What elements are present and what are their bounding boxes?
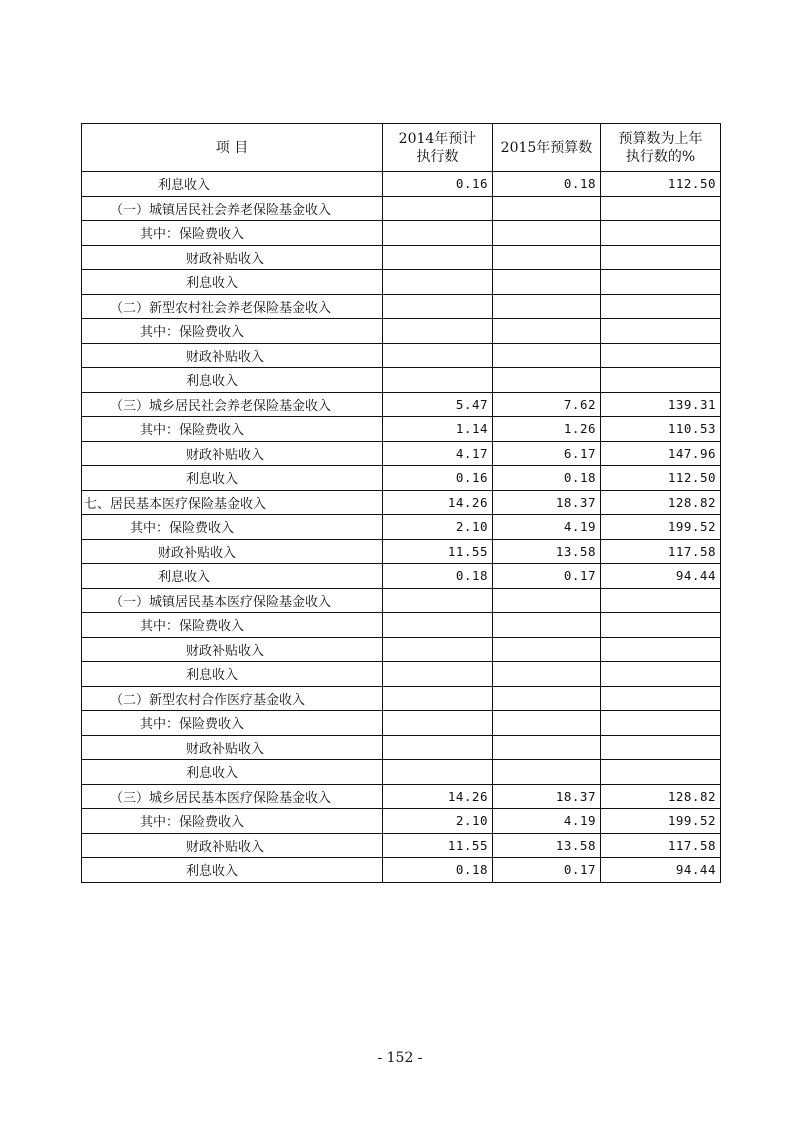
row-2014-value (383, 662, 493, 687)
row-2015-value (493, 711, 601, 736)
header-ratio-line-1: 预算数为上年 (618, 130, 703, 147)
row-2015-value (493, 613, 601, 638)
row-2015-value (493, 294, 601, 319)
row-2015-value (493, 319, 601, 344)
table-row (82, 735, 721, 760)
row-ratio-value (601, 588, 721, 613)
table-row (82, 221, 721, 246)
row-ratio-value: 94.44 (601, 564, 721, 589)
table-row (82, 319, 721, 344)
row-2015-value (493, 270, 601, 295)
row-ratio-value (601, 368, 721, 393)
row-2014-value: 5.47 (383, 392, 493, 417)
row-2014-value (383, 613, 493, 638)
row-2015-value: 18.37 (493, 784, 601, 809)
row-ratio-value (601, 245, 721, 270)
row-2014-value (383, 711, 493, 736)
row-2015-value: 7.62 (493, 392, 601, 417)
row-item-label: （三）城乡居民基本医疗保险基金收入 (82, 784, 383, 809)
row-ratio-value: 199.52 (601, 515, 721, 540)
table-row (82, 392, 721, 417)
table-row (82, 245, 721, 270)
row-item-label: （一）城镇居民社会养老保险基金收入 (82, 196, 383, 221)
row-2015-value: 4.19 (493, 515, 601, 540)
row-item-label: 利息收入 (82, 368, 383, 393)
row-2015-value: 18.37 (493, 490, 601, 515)
row-2014-value (383, 343, 493, 368)
row-2015-value (493, 735, 601, 760)
row-2014-value (383, 368, 493, 393)
row-2014-value: 0.16 (383, 172, 493, 197)
row-item-label: 其中：保险费收入 (82, 319, 383, 344)
table-row (82, 196, 721, 221)
row-ratio-value (601, 221, 721, 246)
row-2015-value (493, 760, 601, 785)
row-item-label: 利息收入 (82, 662, 383, 687)
table-row (82, 343, 721, 368)
row-item-label: 财政补贴收入 (82, 735, 383, 760)
row-ratio-value (601, 270, 721, 295)
header-2015-budget: 2015年预算数 (493, 124, 601, 172)
table-row (82, 490, 721, 515)
row-2015-value: 0.18 (493, 172, 601, 197)
row-item-label: 利息收入 (82, 564, 383, 589)
row-2014-value: 0.18 (383, 564, 493, 589)
row-ratio-value: 112.50 (601, 466, 721, 491)
row-item-label: 利息收入 (82, 760, 383, 785)
row-2015-value: 0.17 (493, 858, 601, 883)
table-row (82, 858, 721, 883)
row-item-label: 财政补贴收入 (82, 637, 383, 662)
row-ratio-value: 128.82 (601, 784, 721, 809)
row-2015-value: 0.18 (493, 466, 601, 491)
table-row (82, 172, 721, 197)
header-2014-line-2: 执行数 (416, 148, 459, 165)
row-item-label: 其中：保险费收入 (82, 809, 383, 834)
row-2015-value (493, 343, 601, 368)
row-2015-value: 13.58 (493, 833, 601, 858)
row-item-label: 财政补贴收入 (82, 539, 383, 564)
row-ratio-value: 199.52 (601, 809, 721, 834)
row-2015-value: 4.19 (493, 809, 601, 834)
table-body (82, 172, 721, 883)
row-ratio-value (601, 637, 721, 662)
table-row (82, 368, 721, 393)
table-row (82, 539, 721, 564)
row-item-label: 利息收入 (82, 270, 383, 295)
row-ratio-value (601, 294, 721, 319)
table-row (82, 417, 721, 442)
table-row (82, 784, 721, 809)
table-row (82, 515, 721, 540)
row-2015-value (493, 686, 601, 711)
header-2014-execution (383, 124, 493, 172)
header-item: 项 目 (82, 124, 383, 172)
row-item-label: （一）城镇居民基本医疗保险基金收入 (82, 588, 383, 613)
table-row (82, 833, 721, 858)
row-ratio-value (601, 735, 721, 760)
row-2014-value: 11.55 (383, 539, 493, 564)
row-2014-value: 14.26 (383, 490, 493, 515)
page-number: - 152 - (377, 1050, 423, 1066)
table-row (82, 564, 721, 589)
row-2014-value: 1.14 (383, 417, 493, 442)
budget-table (81, 123, 721, 883)
row-2015-value: 6.17 (493, 441, 601, 466)
row-item-label: 七、居民基本医疗保险基金收入 (82, 490, 383, 515)
row-ratio-value: 112.50 (601, 172, 721, 197)
row-item-label: （二）新型农村社会养老保险基金收入 (82, 294, 383, 319)
row-2014-value (383, 637, 493, 662)
row-ratio-value: 117.58 (601, 539, 721, 564)
row-2014-value: 4.17 (383, 441, 493, 466)
header-ratio (601, 124, 721, 172)
row-2014-value: 2.10 (383, 809, 493, 834)
row-2015-value: 0.17 (493, 564, 601, 589)
row-2014-value (383, 221, 493, 246)
row-item-label: 其中：保险费收入 (82, 221, 383, 246)
row-2015-value (493, 221, 601, 246)
row-2015-value (493, 662, 601, 687)
row-2015-value (493, 588, 601, 613)
row-2014-value (383, 735, 493, 760)
table-row (82, 686, 721, 711)
header-ratio-line-2: 执行数的% (625, 148, 696, 165)
row-ratio-value: 110.53 (601, 417, 721, 442)
row-ratio-value (601, 319, 721, 344)
table-row (82, 270, 721, 295)
row-2014-value (383, 686, 493, 711)
row-item-label: 其中：保险费收入 (82, 515, 383, 540)
row-ratio-value (601, 662, 721, 687)
row-item-label: 利息收入 (82, 172, 383, 197)
table-row (82, 294, 721, 319)
row-2015-value (493, 245, 601, 270)
row-item-label: 利息收入 (82, 858, 383, 883)
row-2014-value: 14.26 (383, 784, 493, 809)
table-row (82, 441, 721, 466)
row-item-label: （二）新型农村合作医疗基金收入 (82, 686, 383, 711)
row-2014-value (383, 588, 493, 613)
row-2014-value: 11.55 (383, 833, 493, 858)
row-item-label: （三）城乡居民社会养老保险基金收入 (82, 392, 383, 417)
row-ratio-value: 147.96 (601, 441, 721, 466)
table-row (82, 662, 721, 687)
row-item-label: 财政补贴收入 (82, 245, 383, 270)
row-ratio-value (601, 343, 721, 368)
row-2014-value: 0.18 (383, 858, 493, 883)
table-row (82, 466, 721, 491)
table-row (82, 809, 721, 834)
row-ratio-value: 94.44 (601, 858, 721, 883)
row-2014-value (383, 760, 493, 785)
table-row (82, 637, 721, 662)
row-ratio-value (601, 196, 721, 221)
row-2014-value: 2.10 (383, 515, 493, 540)
header-2014-line-1: 2014年预计 (398, 130, 477, 147)
row-ratio-value: 128.82 (601, 490, 721, 515)
row-2014-value (383, 294, 493, 319)
row-2015-value: 1.26 (493, 417, 601, 442)
row-ratio-value: 117.58 (601, 833, 721, 858)
row-ratio-value: 139.31 (601, 392, 721, 417)
row-item-label: 其中：保险费收入 (82, 613, 383, 638)
row-ratio-value (601, 613, 721, 638)
row-ratio-value (601, 686, 721, 711)
row-item-label: 其中：保险费收入 (82, 711, 383, 736)
row-item-label: 财政补贴收入 (82, 343, 383, 368)
row-2015-value (493, 196, 601, 221)
row-item-label: 财政补贴收入 (82, 441, 383, 466)
row-2014-value (383, 196, 493, 221)
row-2015-value (493, 637, 601, 662)
row-item-label: 利息收入 (82, 466, 383, 491)
row-2014-value: 0.16 (383, 466, 493, 491)
row-2015-value: 13.58 (493, 539, 601, 564)
row-ratio-value (601, 711, 721, 736)
row-item-label: 财政补贴收入 (82, 833, 383, 858)
table-row (82, 711, 721, 736)
row-2014-value (383, 270, 493, 295)
row-item-label: 其中：保险费收入 (82, 417, 383, 442)
row-2015-value (493, 368, 601, 393)
row-ratio-value (601, 760, 721, 785)
row-2014-value (383, 245, 493, 270)
table-row (82, 588, 721, 613)
row-2014-value (383, 319, 493, 344)
table-row (82, 760, 721, 785)
table-header-row (82, 124, 721, 172)
table-row (82, 613, 721, 638)
